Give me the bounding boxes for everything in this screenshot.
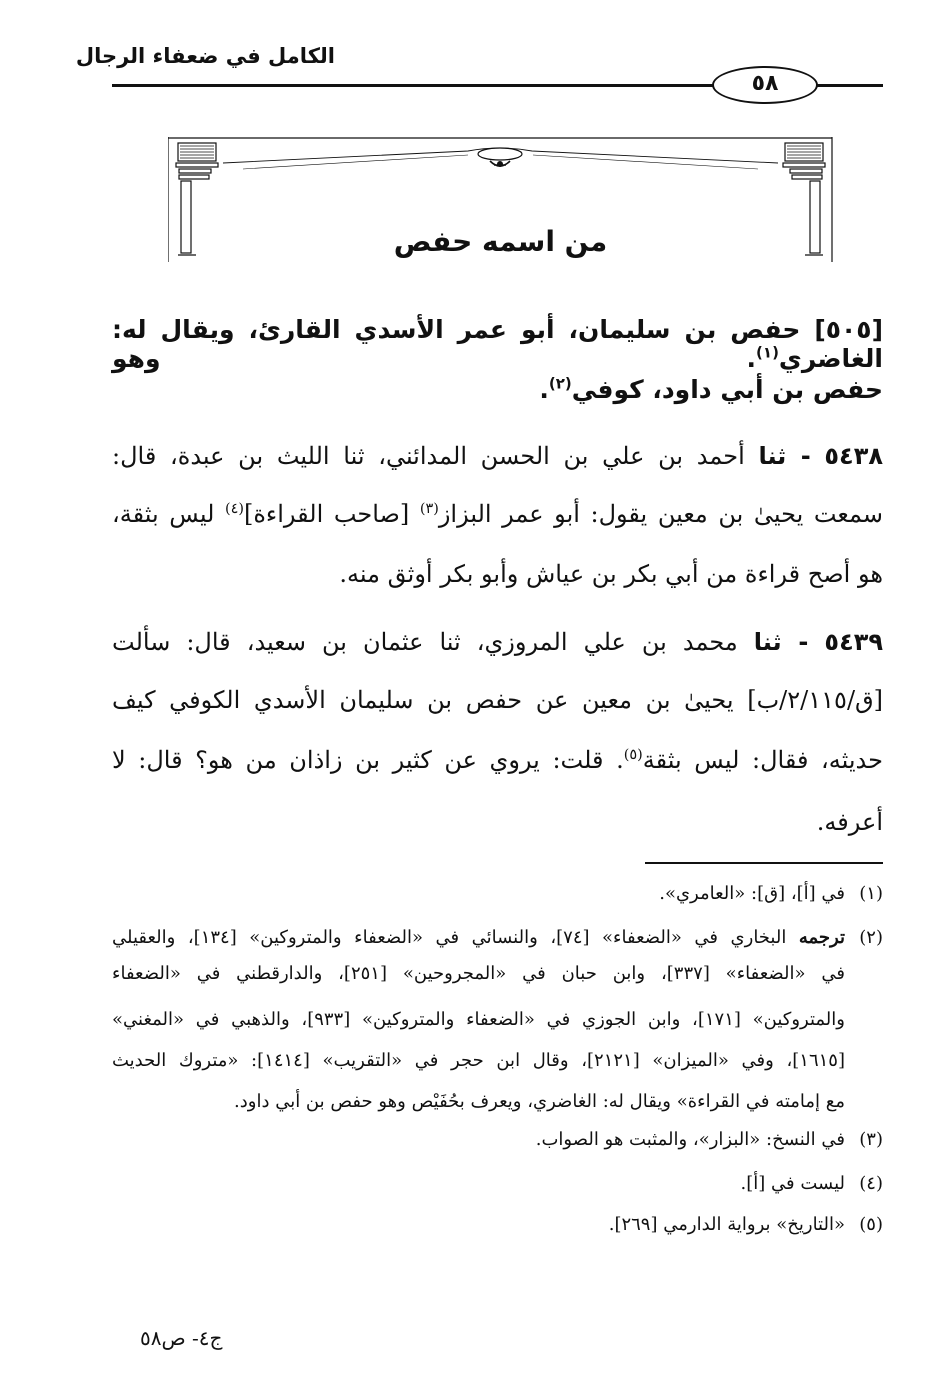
section-heading: من اسمه حفص bbox=[393, 225, 608, 258]
footnote bbox=[112, 1170, 883, 1198]
footnote-line: والمتروكين» [١٧١]، وابن الجوزي في «الضعفاء والمتروكين» [٩٣٣]، والذهبي في «المغني» bbox=[112, 1009, 845, 1030]
narration-line bbox=[112, 442, 883, 470]
narration-prefix: - ثنا bbox=[753, 628, 809, 656]
footnote-text: «التاريخ» برواية الدارمي [٢٦٩]. bbox=[608, 1214, 845, 1235]
narration-number: ٥٤٣٩ bbox=[824, 628, 884, 656]
narration-line bbox=[112, 628, 883, 656]
narration-text: أحمد بن علي بن الحسن المدائني، ثنا الليث بن عبدة، قال: bbox=[112, 442, 745, 470]
narration-number: ٥٤٣٨ bbox=[824, 442, 883, 470]
footnote bbox=[112, 1126, 883, 1154]
narration-line: أعرفه. bbox=[816, 808, 883, 836]
footnote bbox=[112, 880, 883, 908]
footnote bbox=[112, 1211, 883, 1239]
footnote-mark: (٥) bbox=[859, 1214, 883, 1235]
footnote-text: ليست في [أ]. bbox=[740, 1173, 845, 1194]
footnote-mark: (٢) bbox=[859, 927, 883, 948]
footnote-text: البخاري في «الضعفاء» [٧٤]، والنسائي في «الضعفاء والمتروكين» [١٣٤]، والعقيلي bbox=[112, 927, 787, 948]
footnote-line: في «الضعفاء» [٣٣٧]، وابن حبان في «المجروحين» [٢٥١]، والدارقطني في «الضعفاء bbox=[112, 963, 845, 984]
footnote-line: [١٦١٥]، وفي «الميزان» [٢١٢١]، وقال ابن حجر في «التقريب» [١٤١٤]: «متروك الحديث bbox=[112, 1050, 845, 1071]
narration-line: حديثه، فقال: ليس بثقة$^{(٥)}$. قلت: يروي عن كثير بن زاذان من هو؟ قال: لا bbox=[112, 746, 883, 774]
footnote-lead: ترجمه bbox=[798, 927, 845, 948]
narration-prefix: - ثنا bbox=[758, 442, 811, 470]
narration-line: سمعت يحيىٰ بن معين يقول: أبو عمر البزاز$^{(٣)}$ [صاحب القراءة]$^{(٤)}$ ليس بثقة، bbox=[112, 500, 883, 528]
footnote-rule bbox=[645, 862, 883, 864]
running-title: الكامل في ضعفاء الرجال bbox=[75, 44, 335, 68]
footnote-mark: (٤) bbox=[859, 1173, 883, 1194]
footnote-text: في النسخ: «البزار»، والمثبت هو الصواب. bbox=[535, 1129, 845, 1150]
page-reference: ج٤- ص٥٨ bbox=[140, 1326, 223, 1350]
narration-text: محمد بن علي المروزي، ثنا عثمان بن سعيد، قال: سألت bbox=[112, 628, 738, 656]
entry-line-2: حفص بن أبي داود، كوفي$^{(٢)}$. bbox=[539, 374, 883, 404]
page-number-badge: ٥٨ bbox=[712, 66, 818, 104]
footnote bbox=[112, 924, 883, 952]
footnote-text: في [أ]، [ق]: «العامري». bbox=[659, 883, 845, 904]
narration-line: [ق/٢/١١٥/ب] يحيىٰ بن معين عن حفص بن سليمان الأسدي الكوفي كيف bbox=[112, 686, 884, 714]
narration-line: هو أصح قراءة من أبي بكر بن عياش وأبو بكر أوثق منه. bbox=[339, 560, 883, 588]
footnote-line: مع إمامته في القراءة» ويقال له: الغاضري، ويعرف بحُفَيْص وهو حفص بن أبي داود. bbox=[234, 1091, 845, 1112]
footnote-mark: (٣) bbox=[859, 1129, 883, 1150]
entry-line-1: [٥٠٥] حفص بن سليمان، أبو عمر الأسدي القارئ، ويقال له: الغاضري$^{(١)}$. وهو bbox=[112, 315, 883, 373]
footnote-mark: (١) bbox=[859, 883, 883, 904]
